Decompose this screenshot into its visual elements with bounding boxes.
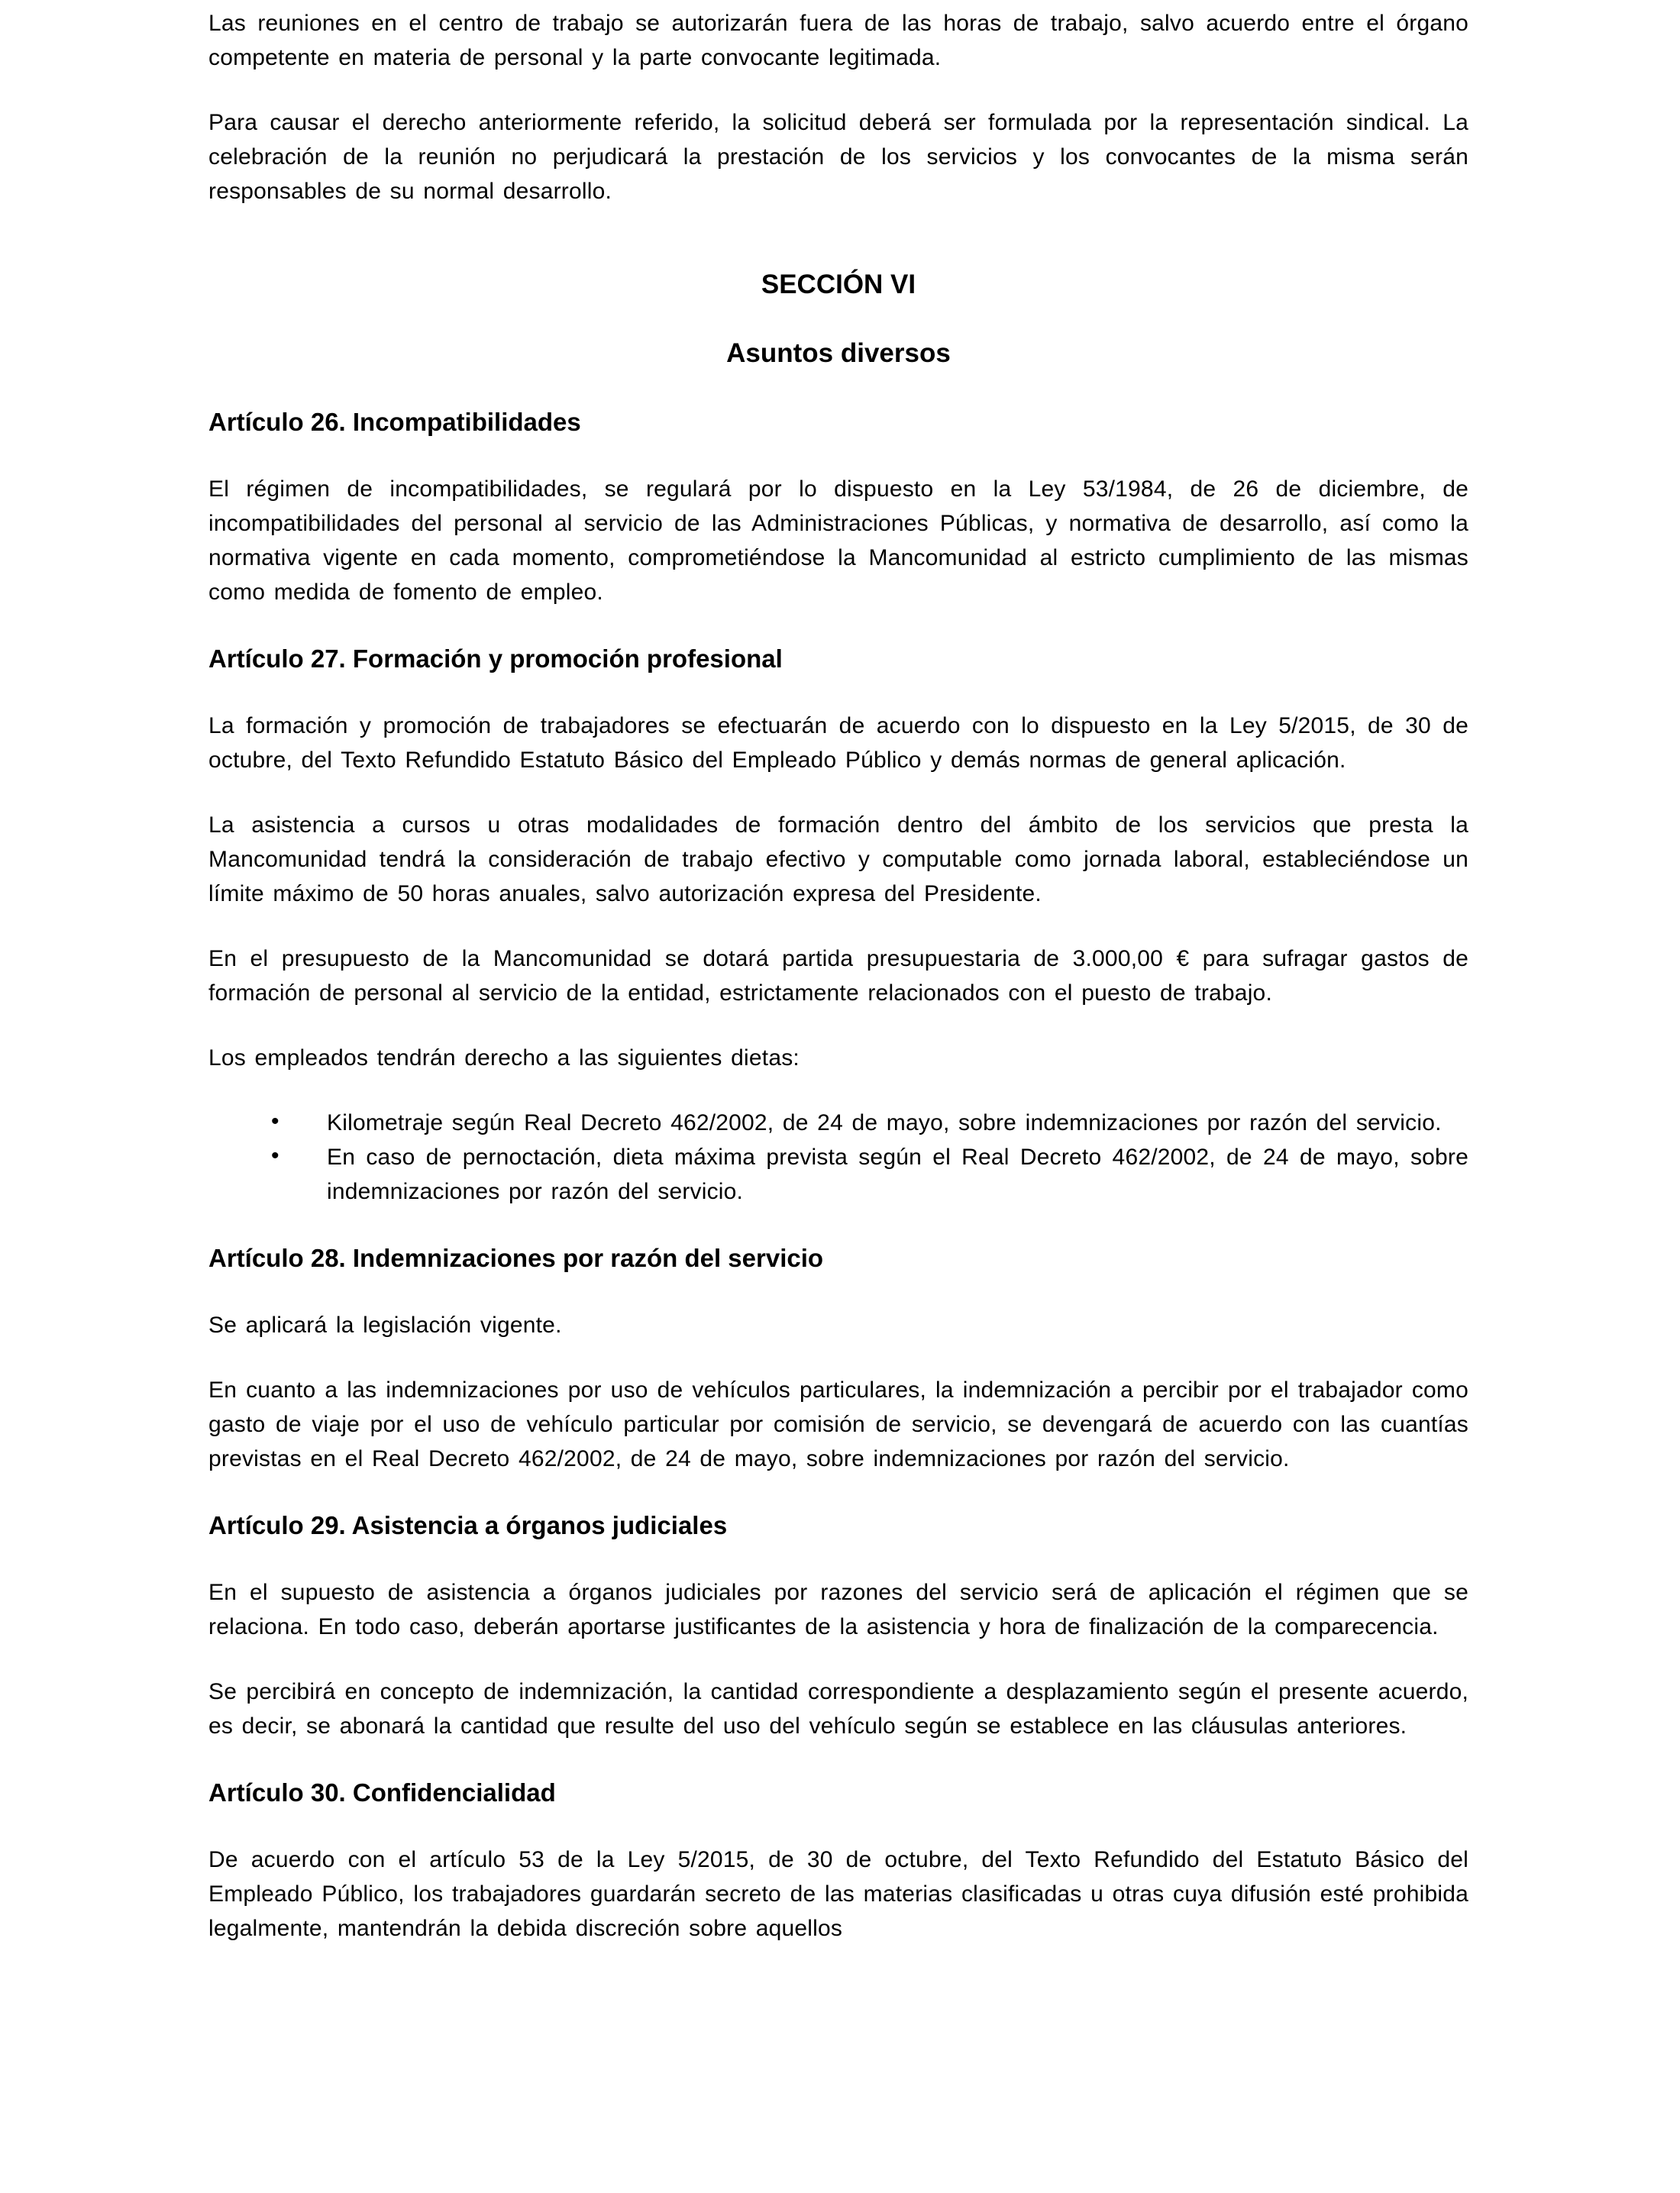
paragraph: De acuerdo con el artículo 53 de la Ley 5/2015, de 30 de octubre, del Texto Refundido del Estatuto Básico del Empleado Público, los trabajadores guardarán secreto de las materias clasificadas u otras cuya difusión esté prohibida legalmente, mantendrán la debida discreción sobre aquellos xyxy=(208,1847,1468,1941)
bullet-icon: • xyxy=(271,1109,279,1134)
paragraph: Las reuniones en el centro de trabajo se autorizarán fuera de las horas de trabajo, salvo acuerdo entre el órgano competente en materia de personal y la parte convocante legitimada. xyxy=(208,11,1468,70)
bullet-list xyxy=(208,1106,1468,1209)
list-item-text: En caso de pernoctación, dieta máxima prevista según el Real Decreto 462/2002, de 24 de mayo, sobre indemnizaciones por razón del servicio. xyxy=(327,1145,1468,1204)
article-heading: Artículo 29. Asistencia a órganos judiciales xyxy=(208,1511,728,1539)
paragraph: En el presupuesto de la Mancomunidad se dotará partida presupuestaria de 3.000,00 € para sufragar gastos de formación de personal al servicio de la entidad, estrictamente relacionados con el puesto de trabajo. xyxy=(208,946,1468,1006)
list-item-text: Kilometraje según Real Decreto 462/2002, de 24 de mayo, sobre indemnizaciones por razón del servicio. xyxy=(327,1110,1442,1135)
paragraph: Los empleados tendrán derecho a las siguientes dietas: xyxy=(208,1045,800,1071)
paragraph: La formación y promoción de trabajadores se efectuarán de acuerdo con lo dispuesto en la Ley 5/2015, de 30 de octubre, del Texto Refundido Estatuto Básico del Empleado Público y demás normas de general aplicación. xyxy=(208,713,1468,773)
paragraph: Se aplicará la legislación vigente. xyxy=(208,1313,562,1338)
subsection-heading: Asuntos diversos xyxy=(726,338,951,368)
paragraph: Para causar el derecho anteriormente referido, la solicitud deberá ser formulada por la representación sindical. La celebración de la reunión no perjudicará la prestación de los servicios y los convocantes de la misma serán responsables de su normal desarrollo. xyxy=(208,110,1468,204)
article-heading: Artículo 26. Incompatibilidades xyxy=(208,408,581,436)
article-heading: Artículo 28. Indemnizaciones por razón del servicio xyxy=(208,1244,824,1272)
paragraph: En cuanto a las indemnizaciones por uso de vehículos particulares, la indemnización a percibir por el trabajador como gasto de viaje por el uso de vehículo particular por comisión de servicio, se devengará de acuerdo con las cuantías previstas en el Real Decreto 462/2002, de 24 de mayo, sobre indemnizaciones por razón del servicio. xyxy=(208,1377,1468,1471)
list-item xyxy=(271,1140,1468,1209)
paragraph: Se percibirá en concepto de indemnización, la cantidad correspondiente a desplazamiento según el presente acuerdo, es decir, se abonará la cantidad que resulte del uso del vehículo según se establece en las cláusulas anteriores. xyxy=(208,1679,1468,1739)
section-heading: SECCIÓN VI xyxy=(761,270,916,299)
paragraph: La asistencia a cursos u otras modalidades de formación dentro del ámbito de los servicios que presta la Mancomunidad tendrá la consideración de trabajo efectivo y computable como jornada laboral, estableciéndose un límite máximo de 50 horas anuales, salvo autorización expresa del Presidente. xyxy=(208,812,1468,906)
paragraph: El régimen de incompatibilidades, se regulará por lo dispuesto en la Ley 53/1984, de 26 de diciembre, de incompatibilidades del personal al servicio de las Administraciones Públicas, y normativa de desarrollo, así como la normativa vigente en cada momento, comprometiéndose la Mancomunidad al estricto cumplimiento de las mismas como medida de fomento de empleo. xyxy=(208,476,1468,605)
bullet-icon: • xyxy=(271,1143,279,1168)
list-item xyxy=(271,1106,1468,1140)
paragraph: En el supuesto de asistencia a órganos judiciales por razones del servicio será de aplicación el régimen que se relaciona. En todo caso, deberán aportarse justificantes de la asistencia y hora de finalización de la comparecencia. xyxy=(208,1580,1468,1639)
article-heading: Artículo 27. Formación y promoción profesional xyxy=(208,644,783,673)
article-heading: Artículo 30. Confidencialidad xyxy=(208,1778,556,1807)
